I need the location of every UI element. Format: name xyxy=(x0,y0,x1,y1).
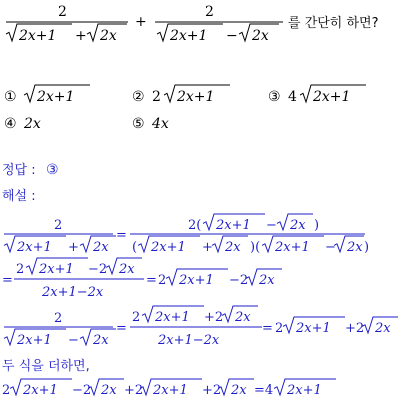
radicand: 2x+1 xyxy=(216,218,251,233)
equals: =4 xyxy=(254,383,274,398)
radicand: 2x+1 xyxy=(23,383,58,398)
radicand: 2x+1 xyxy=(287,383,322,398)
radicand: 2x xyxy=(93,333,109,348)
denominator: 2x+1−2x xyxy=(158,333,220,348)
paren: ) xyxy=(314,218,320,233)
radicand: 2x+1 xyxy=(151,240,186,255)
operator: + xyxy=(202,240,213,255)
radicand: 2x xyxy=(101,383,117,398)
numerator-coef: 2 xyxy=(132,310,141,325)
answer-value: ③ xyxy=(46,162,59,178)
radicand: 2x xyxy=(100,28,117,44)
operator: + xyxy=(75,28,87,44)
radicand: 2x xyxy=(252,28,269,44)
radicand: 2x xyxy=(225,240,241,255)
radicand: 2x xyxy=(259,273,275,288)
radicand: 2x+1 xyxy=(177,89,215,105)
operator: +2 xyxy=(345,321,365,336)
operator: +2 xyxy=(202,383,222,398)
choice-marker: ⑤ xyxy=(132,116,145,132)
radicand: 2x xyxy=(347,240,363,255)
choice-marker: ① xyxy=(4,89,17,105)
choice-coefficient: 4 xyxy=(288,89,297,105)
operator: −2 xyxy=(229,273,249,288)
choice-coefficient: 2 xyxy=(152,89,161,105)
radicand: 2x+1 xyxy=(275,240,310,255)
paren: ( xyxy=(132,240,138,255)
equals: = xyxy=(116,321,127,336)
radicand: 2x xyxy=(231,383,247,398)
radicand: 2x+1 xyxy=(17,240,52,255)
choice-marker: ④ xyxy=(4,116,17,132)
radicand: 2x xyxy=(290,218,306,233)
operator: +2 xyxy=(124,383,144,398)
radicand: 2x xyxy=(119,262,135,277)
operator: − xyxy=(266,218,277,233)
radicand: 2x+1 xyxy=(153,383,188,398)
radicand: 2x xyxy=(93,240,109,255)
numerator-coef: 2( xyxy=(188,218,202,233)
operator: + xyxy=(68,240,79,255)
equals: = xyxy=(116,228,127,243)
radicand: 2x+1 xyxy=(170,28,208,44)
operator: −2 xyxy=(72,383,92,398)
denominator: 2x+1−2x xyxy=(42,285,104,300)
radicand: 2x+1 xyxy=(313,89,351,105)
radicand: 2x+1 xyxy=(296,321,331,336)
combine-text: 두 식을 더하면, xyxy=(2,359,90,374)
radicand: 2x xyxy=(375,321,391,336)
radicand: 2x xyxy=(235,310,251,325)
coefficient: 2 xyxy=(2,383,11,398)
radicand: 2x+1 xyxy=(155,310,190,325)
paren: ) xyxy=(364,240,370,255)
operator: +2 xyxy=(204,310,224,325)
numerator: 2 xyxy=(54,311,63,326)
radicand: 2x+1 xyxy=(39,262,74,277)
operator: + xyxy=(135,14,147,30)
numerator: 2 xyxy=(58,4,67,20)
numerator-coef: 2 xyxy=(16,262,25,277)
operator: − xyxy=(68,333,79,348)
question-text: 를 간단히 하면? xyxy=(288,16,379,31)
paren: )( xyxy=(250,240,261,255)
operator: − xyxy=(226,28,238,44)
coefficient: 2 xyxy=(275,321,284,336)
equals: = xyxy=(262,321,273,336)
choice-marker: ③ xyxy=(268,89,281,105)
choice-text: 4x xyxy=(152,116,169,132)
radicand: 2x+1 xyxy=(17,333,52,348)
equals: = xyxy=(2,273,13,288)
explanation-label: 해설 : xyxy=(2,189,36,204)
radicand: 2x+1 xyxy=(19,28,57,44)
equals: = xyxy=(146,273,157,288)
choice-marker: ② xyxy=(132,89,145,105)
radicand: 2x+1 xyxy=(37,89,75,105)
numerator: 2 xyxy=(205,4,214,20)
answer-label: 정답 : xyxy=(2,163,36,178)
operator: − xyxy=(325,240,336,255)
coefficient: 2 xyxy=(158,273,167,288)
choice-text: 2x xyxy=(24,116,41,132)
radicand: 2x+1 xyxy=(179,273,214,288)
operator: −2 xyxy=(88,262,108,277)
numerator: 2 xyxy=(54,218,63,233)
